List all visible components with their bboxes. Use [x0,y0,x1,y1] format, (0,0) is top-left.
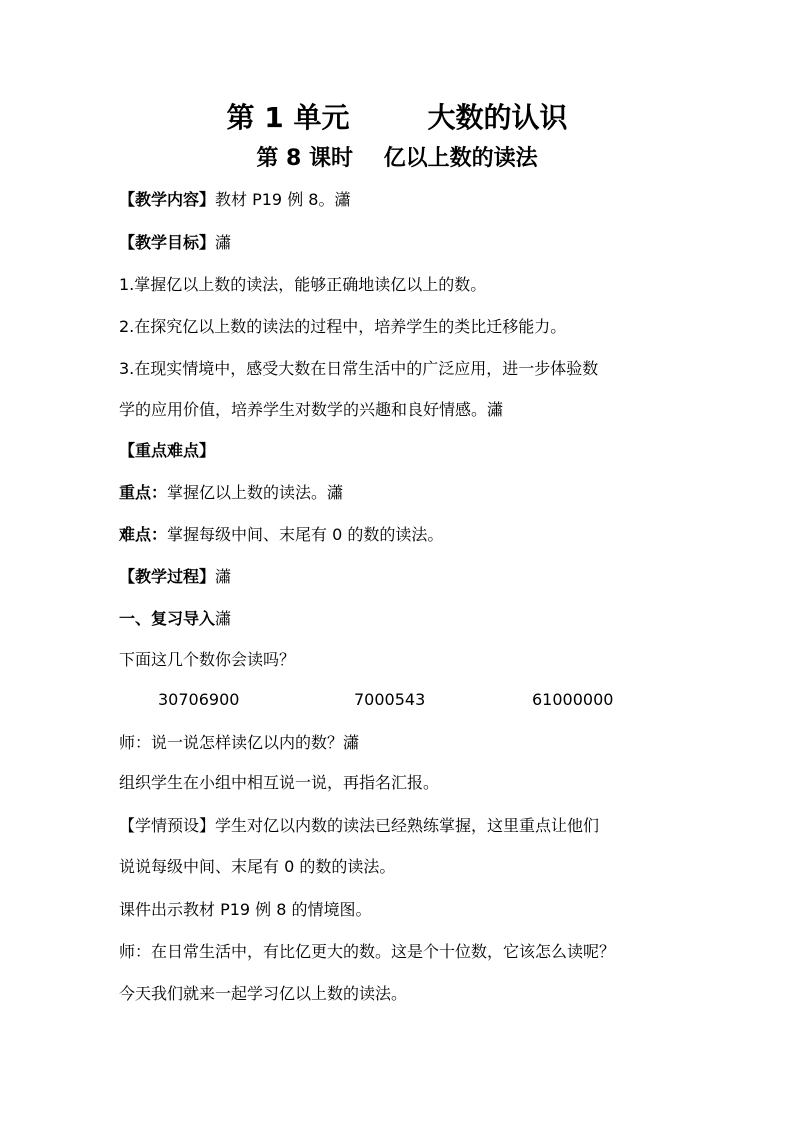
organize-text: 组织学生在小组中相互说一说，再指名汇报。 [119,773,440,792]
mark-glyph: 瀟 [215,567,232,586]
difficulty-text: 掌握每级中间、末尾有 0 的数的读法。 [167,525,444,544]
key-points-heading: 【重点难点】 [119,441,216,460]
process-heading [119,565,684,589]
preset-line-1 [119,814,684,838]
process-label: 【教学过程】 [119,567,216,586]
goal-3-line-2 [119,398,684,422]
difficulty-line [119,523,684,547]
teacher-prompt-2-line-2: 今天我们就来一起学习亿以上数的读法。 [119,984,408,1003]
mark-glyph: 瀟 [487,400,504,419]
mark-glyph: 瀟 [215,233,232,252]
lesson-title: 第 8 课时 亿以上数的读法 [256,146,538,171]
question-text: 下面这几个数你会读吗？ [119,650,296,669]
difficulty-label: 难点： [119,525,168,544]
section-1-title: 一、复习导入 [119,609,216,628]
section-1-heading [119,607,684,631]
number-2: 7000543 [354,690,426,709]
number-1: 30706900 [158,690,240,709]
courseware-text: 课件出示教材 P19 例 8 的情境图。 [119,900,372,919]
goal-3-line-2-text: 学的应用价值，培养学生对数学的兴趣和良好情感。 [119,400,488,419]
mark-glyph: 瀟 [215,609,232,628]
mark-glyph: 瀟 [334,190,351,209]
teaching-content-line [119,188,684,212]
mark-glyph: 瀟 [343,733,360,752]
teaching-goals-label: 【教学目标】 [119,233,216,252]
goal-2: 2.在探究亿以上数的读法的过程中，培养学生的类比迁移能力。 [119,317,567,336]
key-text: 掌握亿以上数的读法。 [167,483,328,502]
goal-1: 1.掌握亿以上数的读法，能够正确地读亿以上的数。 [119,275,487,294]
teacher-prompt-2-line-1: 师：在日常生活中，有比亿更大的数。这是个十位数，它该怎么读呢？ [119,942,616,961]
number-3: 61000000 [532,690,614,709]
preset-label: 【学情预设】 [119,816,216,835]
preset-line-2: 说说每级中间、末尾有 0 的数的读法。 [119,857,396,876]
teaching-goals-heading [119,231,684,255]
key-label: 重点： [119,483,168,502]
teaching-content-label: 【教学内容】 [119,190,216,209]
key-point-line [119,481,684,505]
teacher-prompt-1 [119,731,684,755]
preset-text-1: 学生对亿以内数的读法已经熟练掌握，这里重点让他们 [215,816,600,835]
goal-3-line-1: 3.在现实情境中，感受大数在日常生活中的广泛应用，进一步体验数 [119,359,599,378]
teaching-content-text: 教材 P19 例 8。 [215,190,335,209]
unit-title: 第 1 单元 大数的认识 [226,101,568,134]
teacher-prompt-1-text: 师：说一说怎样读亿以内的数？ [119,733,344,752]
mark-glyph: 瀟 [327,483,344,502]
